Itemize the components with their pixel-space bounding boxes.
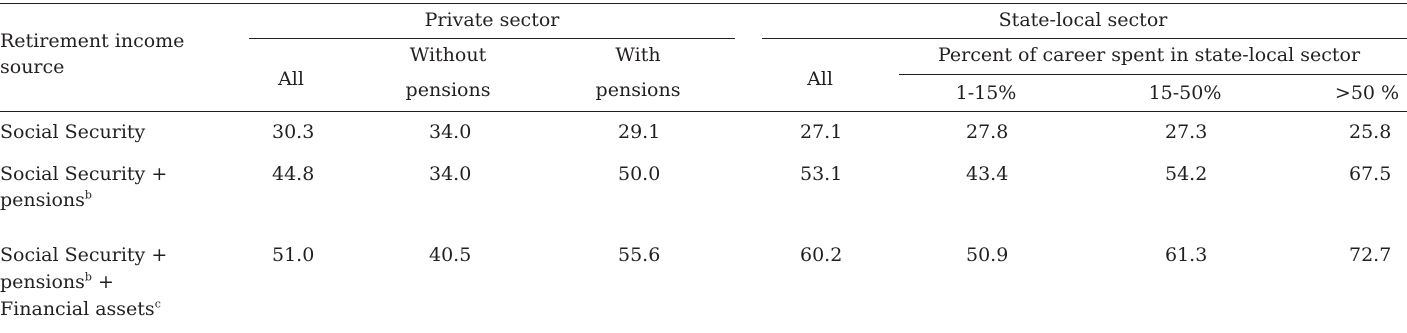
cell-bin-15-50: 27.3 <box>1165 121 1208 143</box>
row-label: Social Security + <box>0 244 168 266</box>
cell-bin-1-15: 50.9 <box>966 244 1009 266</box>
row-label-text: pensions <box>0 271 85 293</box>
row-label-line-3 <box>0 297 161 321</box>
cell-bin-15-50: 54.2 <box>1165 163 1208 185</box>
row-label-text: Financial assets <box>0 298 155 320</box>
subheader-percent-career: Percent of career spent in state-local sector <box>937 44 1361 66</box>
row-label: Social Security <box>0 121 146 143</box>
subheader-private-all: All <box>278 68 304 90</box>
table-top-rule <box>0 3 1407 4</box>
row-label-line-2 <box>0 270 114 294</box>
row-label-text: pensions <box>0 189 85 211</box>
bin-over-50: >50 % <box>1334 82 1400 104</box>
cell-private-with: 29.1 <box>618 121 661 143</box>
cell-bin-over-50: 72.7 <box>1349 244 1392 266</box>
subheader-without-line-1: Without <box>409 44 487 66</box>
bin-1-15: 1-15% <box>955 82 1017 104</box>
cell-bin-1-15: 27.8 <box>966 121 1009 143</box>
cell-bin-1-15: 43.4 <box>966 163 1009 185</box>
subheader-state-all: All <box>807 68 833 90</box>
cell-private-without: 34.0 <box>429 163 472 185</box>
group-header-state-local: State-local sector <box>998 9 1168 31</box>
cell-bin-over-50: 25.8 <box>1349 121 1392 143</box>
cell-private-without: 40.5 <box>429 244 472 266</box>
footnote-marker: b <box>84 188 92 202</box>
footnote-marker: b <box>84 270 92 284</box>
percent-career-rule <box>899 74 1407 75</box>
cell-bin-15-50: 61.3 <box>1165 244 1208 266</box>
group-header-private: Private sector <box>424 9 560 31</box>
cell-private-with: 55.6 <box>618 244 661 266</box>
row-label-line-2 <box>0 188 92 212</box>
stub-header-line-1: Retirement income <box>0 30 185 52</box>
bin-15-50: 15-50% <box>1148 82 1222 104</box>
subheader-with-line-2: pensions <box>595 79 681 101</box>
cell-state-all: 27.1 <box>800 121 843 143</box>
footnote-marker: c <box>154 297 161 311</box>
cell-private-all: 44.8 <box>272 163 315 185</box>
subheader-without-line-2: pensions <box>405 79 491 101</box>
cell-state-all: 53.1 <box>800 163 843 185</box>
row-label-plus: + <box>91 271 114 293</box>
private-group-rule <box>249 38 735 39</box>
header-bottom-rule <box>0 111 1407 112</box>
cell-private-with: 50.0 <box>618 163 661 185</box>
cell-private-all: 30.3 <box>272 121 315 143</box>
state-group-rule <box>762 38 1407 39</box>
stub-header-line-2: source <box>0 56 65 78</box>
cell-private-without: 34.0 <box>429 121 472 143</box>
cell-bin-over-50: 67.5 <box>1349 163 1392 185</box>
subheader-with-line-1: With <box>615 44 661 66</box>
cell-state-all: 60.2 <box>800 244 843 266</box>
row-label: Social Security + <box>0 163 168 185</box>
cell-private-all: 51.0 <box>272 244 315 266</box>
